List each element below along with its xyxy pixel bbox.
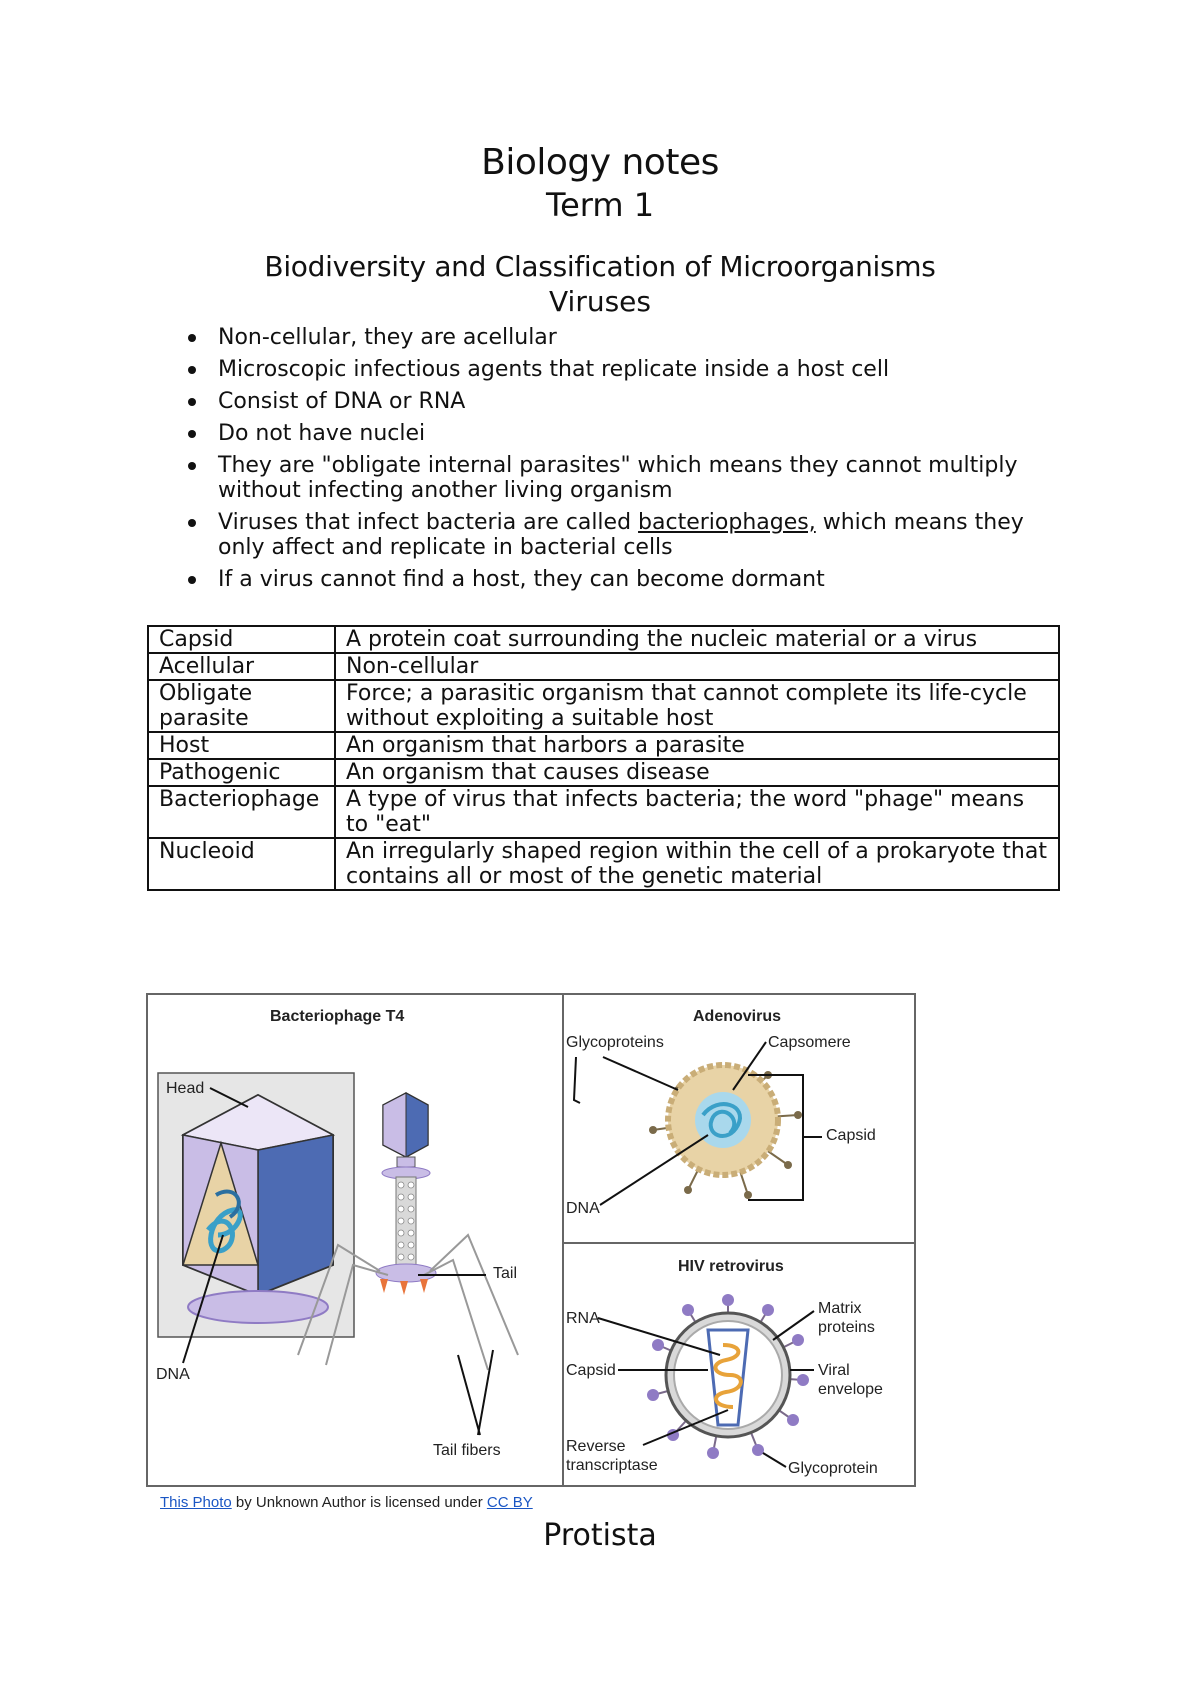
definition-cell: An irregularly shaped region within the cell of a prokaryote that contains all or most of the genetic material <box>335 838 1059 890</box>
definition-cell: An organism that causes disease <box>335 759 1059 786</box>
tail-fibers-label: Tail fibers <box>433 1442 501 1459</box>
viral-envelope-label-2: envelope <box>818 1381 883 1398</box>
this-photo-link[interactable]: This Photo <box>160 1494 232 1511</box>
matrix-proteins-label-1: Matrix <box>818 1300 862 1317</box>
matrix-proteins-label-2: proteins <box>818 1319 875 1336</box>
table-row <box>148 626 1059 653</box>
list-item: Consist of DNA or RNA <box>170 389 1070 414</box>
bacteriophage-t4-panel <box>156 1008 518 1459</box>
term-cell: Obligate parasite <box>148 680 335 732</box>
bullet-icon <box>188 430 196 438</box>
definition-cell: A protein coat surrounding the nucleic material or a virus <box>335 626 1059 653</box>
glossary-table <box>147 625 1060 891</box>
definition-cell: An organism that harbors a parasite <box>335 732 1059 759</box>
bullet-icon <box>188 334 196 342</box>
list-item: Do not have nuclei <box>170 421 1070 446</box>
hiv-title: HIV retrovirus <box>678 1258 784 1275</box>
subsection-heading: Viruses <box>549 285 651 318</box>
term-cell: Nucleoid <box>148 838 335 890</box>
list-item: If a virus cannot find a host, they can become dormant <box>170 567 1070 592</box>
term-cell: Bacteriophage <box>148 786 335 838</box>
credit-text: by Unknown Author is licensed under <box>231 1494 487 1511</box>
rna-label: RNA <box>566 1310 600 1327</box>
section-heading: Biodiversity and Classification of Microorganisms <box>264 250 936 283</box>
table-row <box>148 732 1059 759</box>
table-row <box>148 759 1059 786</box>
t4-title: Bacteriophage T4 <box>270 1008 405 1025</box>
head-label: Head <box>166 1080 205 1097</box>
table-row <box>148 838 1059 890</box>
viral-envelope-label-1: Viral <box>818 1362 850 1379</box>
adenovirus-capsid-label: Capsid <box>826 1127 876 1144</box>
definition-cell: Force; a parasitic organism that cannot complete its life-cycle without exploiting a suitable host <box>335 680 1059 732</box>
capsomere-label: Capsomere <box>768 1034 851 1051</box>
bullet-icon <box>188 462 196 470</box>
definition-cell: A type of virus that infects bacteria; the word "phage" means to "eat" <box>335 786 1059 838</box>
definition-cell: Non-cellular <box>335 653 1059 680</box>
table-row <box>148 653 1059 680</box>
list-item: They are "obligate internal parasites" which means they cannot multiply without infecting another living organism <box>170 453 1070 503</box>
list-item: Non-cellular, they are acellular <box>170 325 1070 350</box>
bullet-icon <box>188 398 196 406</box>
virus-structure-figure <box>146 993 916 1487</box>
list-item: Viruses that infect bacteria are called bacteriophages, which means they only affect and replicate in bacterial cells <box>170 510 1070 560</box>
reverse-transcriptase-label-1: Reverse <box>566 1438 626 1455</box>
table-row <box>148 680 1059 732</box>
adenovirus-panel <box>566 1008 876 1217</box>
bacteriophages-term: bacteriophages, <box>638 510 816 535</box>
term-cell: Capsid <box>148 626 335 653</box>
virus-facts-list <box>170 325 1070 599</box>
hiv-capsid-label: Capsid <box>566 1362 616 1379</box>
table-row <box>148 786 1059 838</box>
term-cell: Host <box>148 732 335 759</box>
bullet-icon <box>188 519 196 527</box>
term-cell: Acellular <box>148 653 335 680</box>
adenovirus-dna-label: DNA <box>566 1200 600 1217</box>
next-section-heading: Protista <box>543 1518 657 1553</box>
tail-label: Tail <box>493 1265 518 1282</box>
image-credit <box>160 1494 533 1511</box>
adenovirus-title: Adenovirus <box>693 1008 782 1025</box>
bullet-icon <box>188 576 196 584</box>
glycoprotein-label: Glycoprotein <box>788 1460 878 1477</box>
term-cell: Pathogenic <box>148 759 335 786</box>
bullet-icon <box>188 366 196 374</box>
list-item: Microscopic infectious agents that replicate inside a host cell <box>170 357 1070 382</box>
document-title: Biology notes <box>481 142 719 183</box>
cc-by-link[interactable]: CC BY <box>486 1494 533 1511</box>
virus-diagrams <box>148 995 914 1485</box>
document-subtitle: Term 1 <box>545 186 655 224</box>
hiv-panel <box>566 1258 883 1477</box>
t4-dna-label: DNA <box>156 1366 190 1383</box>
reverse-transcriptase-label-2: transcriptase <box>566 1457 658 1474</box>
glycoproteins-label: Glycoproteins <box>566 1034 664 1051</box>
